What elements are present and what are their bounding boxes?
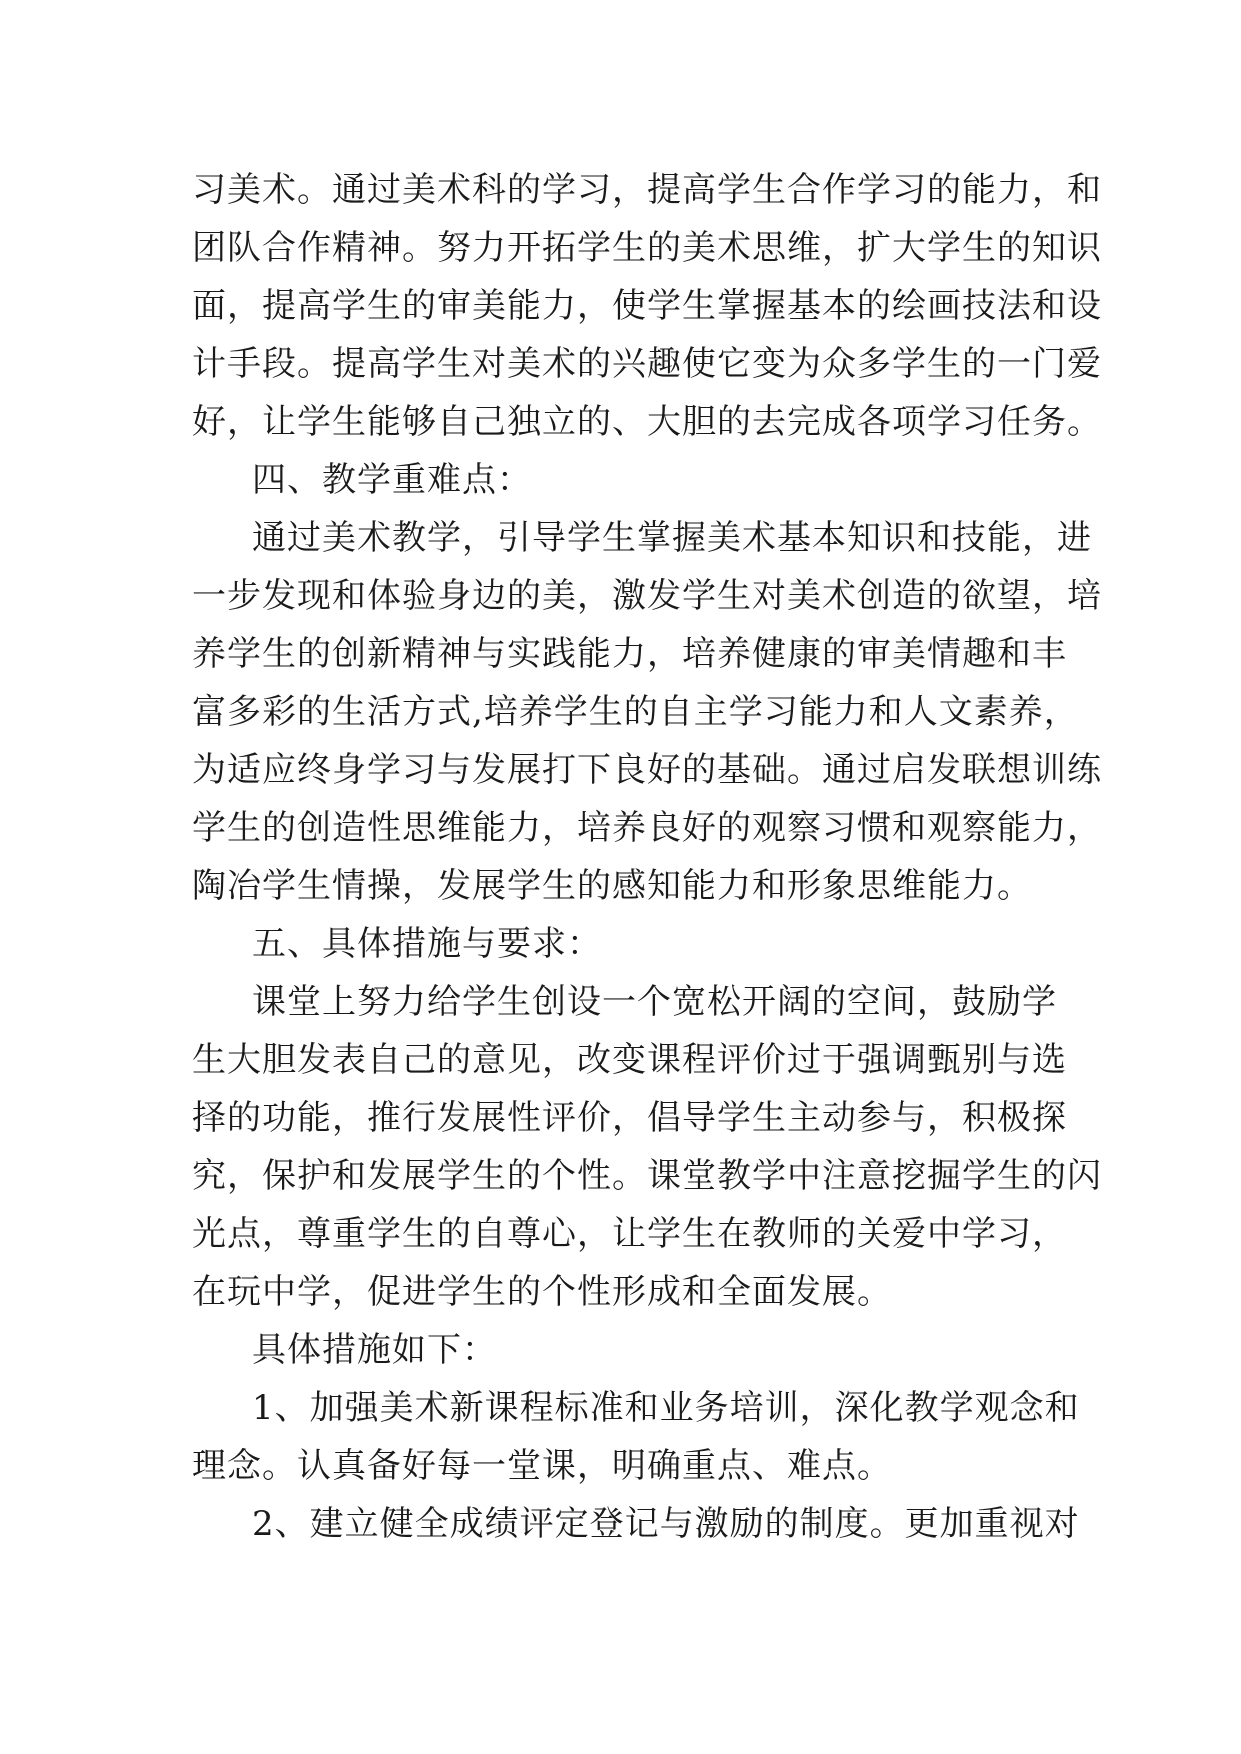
text-line: 养学生的创新精神与实践能力，培养健康的审美情趣和丰 <box>192 634 1067 674</box>
text-line: 团队合作精神。努力开拓学生的美术思维，扩大学生的知识 <box>192 228 1102 268</box>
text-line: 为适应终身学习与发展打下良好的基础。通过启发联想训练 <box>192 750 1102 790</box>
text-line: 究，保护和发展学生的个性。课堂教学中注意挖掘学生的闪 <box>192 1156 1102 1196</box>
text-line: 学生的创造性思维能力，培养良好的观察习惯和观察能力， <box>192 808 1102 848</box>
section-heading: 具体措施如下： <box>252 1330 497 1370</box>
text-line: 择的功能，推行发展性评价，倡导学生主动参与，积极探 <box>192 1098 1067 1138</box>
text-line: 面，提高学生的审美能力，使学生掌握基本的绘画技法和设 <box>192 286 1102 326</box>
text-line: 好，让学生能够自己独立的、大胆的去完成各项学习任务。 <box>192 402 1102 442</box>
section-heading: 四、教学重难点： <box>252 460 532 500</box>
text-line: 计手段。提高学生对美术的兴趣使它变为众多学生的一门爱 <box>192 344 1102 384</box>
text-line: 通过美术教学，引导学生掌握美术基本知识和技能，进 <box>252 518 1092 558</box>
text-line: 一步发现和体验身边的美，激发学生对美术创造的欲望，培 <box>192 576 1102 616</box>
text-line: 在玩中学，促进学生的个性形成和全面发展。 <box>192 1272 892 1312</box>
text-line: 习美术。通过美术科的学习，提高学生合作学习的能力，和 <box>192 170 1102 210</box>
list-item: 2、建立健全成绩评定登记与激励的制度。更加重视对 <box>252 1504 1080 1544</box>
text-line: 富多彩的生活方式,培养学生的自主学习能力和人文素养， <box>192 692 1079 732</box>
text-line: 理念。认真备好每一堂课，明确重点、难点。 <box>192 1446 892 1486</box>
list-item: 1、加强美术新课程标准和业务培训，深化教学观念和 <box>252 1388 1080 1428</box>
text-line: 课堂上努力给学生创设一个宽松开阔的空间，鼓励学 <box>252 982 1057 1022</box>
text-line: 光点，尊重学生的自尊心，让学生在教师的关爱中学习， <box>192 1214 1067 1254</box>
text-line: 生大胆发表自己的意见，改变课程评价过于强调甄别与选 <box>192 1040 1067 1080</box>
section-heading: 五、具体措施与要求： <box>252 924 602 964</box>
text-line: 陶冶学生情操，发展学生的感知能力和形象思维能力。 <box>192 866 1032 906</box>
